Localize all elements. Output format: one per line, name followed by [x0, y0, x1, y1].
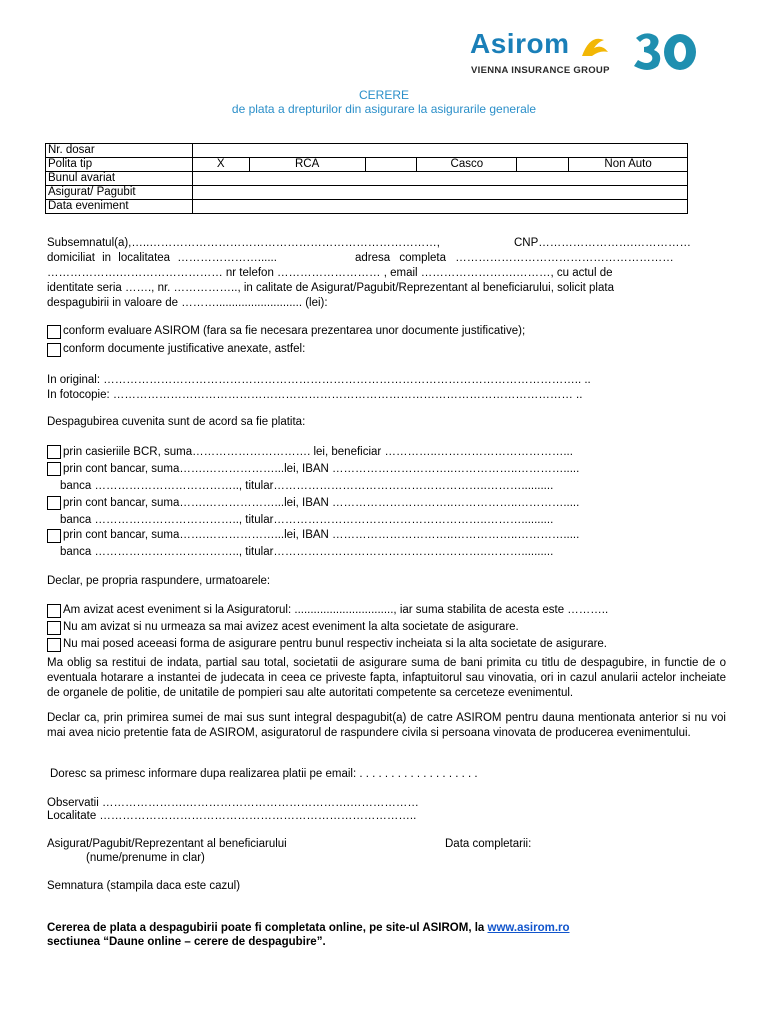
cont-bancar-2-label: prin cont bancar, suma…….………………...lei, IBAN …………………………..……………..………….....: [63, 497, 580, 509]
intro-cnp: CNP…………………….……………: [514, 237, 691, 249]
declaration-3-label: Nu mai posed aceeasi forma de asigurare pentru bunul respectiv incheiata si la alta societate de asigurare.: [63, 638, 608, 650]
bunul-avariat-field[interactable]: [192, 172, 687, 186]
table-row: [46, 186, 688, 200]
table-row: [46, 172, 688, 186]
documente-justificative-label: conform documente justificative anexate, astfel:: [63, 343, 306, 355]
polita-casco-box[interactable]: [365, 158, 417, 172]
cont-bancar-2-checkbox[interactable]: [47, 496, 61, 510]
obligation-paragraph: Ma oblig sa restitui de indata, partial sau total, societatii de asigurare suma de bani primita cu titlu de despagubire, in functie de o eventuala hotarare a instantei de judecata in ceea ce priveste fapta, infaptuitorul sau vinovatia, ori in cazul anularii actelor incheiate de organele de politie, de unitatile de pompieri sau alte autoritati competente sa cerceteze evenimentul.: [47, 657, 726, 699]
signatory-role: Asigurat/Pagubit/Reprezentant al beneficiarului: [47, 838, 287, 850]
polita-nonauto-label: Non Auto: [569, 158, 688, 172]
polita-nonauto-box[interactable]: [517, 158, 569, 172]
declaration-1-label: Am avizat acest eveniment si la Asiguratorul: ..............................., iar suma stabilita de acesta este ………..: [63, 604, 609, 616]
intro-valoare: despagubirii in valoare de ………........................... (lei):: [47, 297, 328, 309]
data-eveniment-field[interactable]: [192, 200, 687, 214]
declaration-3-checkbox[interactable]: [47, 638, 61, 652]
intro-localitate: domiciliat in localitatea …………………......: [47, 252, 277, 264]
nr-dosar-field[interactable]: [192, 144, 687, 158]
brand-swoosh-icon: [578, 30, 614, 64]
polita-tip-label: Polita tip: [46, 158, 193, 172]
declaration-1-checkbox[interactable]: [47, 604, 61, 618]
cont-bancar-1-checkbox[interactable]: [47, 462, 61, 476]
observatii-line: Observatii ………………….…………………………………….………………: [47, 797, 419, 809]
form-title: CERERE: [358, 88, 409, 102]
intro-adresa: adresa completa …………………………………………………: [355, 252, 674, 264]
footer-line-1: [47, 922, 570, 934]
table-row: [46, 144, 688, 158]
data-eveniment-label: Data eveniment: [46, 200, 193, 214]
signatory-name-hint: (nume/prenume in clar): [86, 852, 205, 864]
casierie-bcr-checkbox[interactable]: [47, 445, 61, 459]
table-row: [46, 158, 688, 172]
payment-heading: Despagubirea cuvenita sunt de acord sa fie platita:: [47, 416, 306, 428]
declaration-2-label: Nu am avizat si nu urmeaza sa mai avizez acest eveniment la alta societate de asigurare.: [63, 621, 519, 633]
banca-1-line: banca ……………………………….., titular………………………………………………..………..........: [60, 480, 554, 492]
asirom-website-link[interactable]: www.asirom.ro: [487, 922, 570, 934]
nr-dosar-label: Nr. dosar: [46, 144, 193, 158]
polita-casco-label: Casco: [417, 158, 517, 172]
intro-telefon-email: ……………….……………………… nr telefon ……………………… , email …………………….………, cu actul de: [47, 267, 613, 279]
footer-text-1: Cererea de plata a despagubirii poate fi completata online, pe site-ul ASIROM, la: [47, 922, 488, 934]
localitate-line: Localitate ………………………………………………………………………..: [47, 810, 417, 822]
polita-x-mark[interactable]: X: [192, 158, 249, 172]
brand-name: Asirom: [470, 28, 570, 59]
cont-bancar-1-label: prin cont bancar, suma…….………………...lei, IBAN …………………………..……………..………….....: [63, 463, 580, 475]
in-original-line: In original: …………………………………………………………………………………………………………….. ..: [47, 374, 591, 386]
cont-bancar-3-label: prin cont bancar, suma…….………………...lei, IBAN …………………………..……………..………….....: [63, 529, 580, 541]
brand-subtitle: VIENNA INSURANCE GROUP: [471, 65, 610, 76]
declaration-heading: Declar, pe propria raspundere, urmatoarele:: [47, 575, 271, 587]
asigurat-pagubit-field[interactable]: [192, 186, 687, 200]
info-table: [45, 143, 688, 214]
intro-identitate: identitate seria ……., nr. …………….., in calitate de Asigurat/Pagubit/Reprezentant al beneficiarului, solicit plata: [47, 282, 614, 294]
form-subtitle: de plata a drepturilor din asigurare la asigurarile generale: [231, 102, 537, 116]
date-completion-label: Data completarii:: [445, 838, 532, 850]
evaluare-asirom-label: conform evaluare ASIROM (fara sa fie necesara prezentarea unor documente justificative);: [63, 325, 526, 337]
casierie-bcr-label: prin casieriile BCR, suma…………………………. lei, beneficiar …………..……………………………...: [63, 446, 573, 458]
in-fotocopie-line: In fotocopie: ………………………………………………………………………………………………………… ..: [47, 389, 583, 401]
email-info-line: Doresc sa primesc informare dupa realizarea platii pe email: . . . . . . . . . . . . . . . . . . .: [50, 768, 478, 780]
bunul-avariat-label: Bunul avariat: [46, 172, 193, 186]
semnatura-label: Semnatura (stampila daca este cazul): [47, 880, 241, 892]
declaration-2-checkbox[interactable]: [47, 621, 61, 635]
asirom-logo: [470, 28, 700, 78]
discharge-paragraph: Declar ca, prin primirea sumei de mai sus sunt integral despagubit(a) de catre ASIROM pentru dauna mentionata anterior si nu voi mai avea nicio pretentie fata de ASIROM, asiguratorul de raspundere civila si persoana vinovata de producerea evenimentului.: [47, 712, 726, 739]
polita-rca-label: RCA: [249, 158, 365, 172]
table-row: [46, 200, 688, 214]
documente-justificative-checkbox[interactable]: [47, 343, 61, 357]
banca-3-line: banca ……………………………….., titular………………………………………………..………..........: [60, 546, 554, 558]
anniversary-30-icon: [630, 30, 700, 74]
intro-name: Subsemnatul(a),…..…………………………………………………………………,: [47, 237, 440, 249]
banca-2-line: banca ……………………………….., titular………………………………………………..………..........: [60, 514, 554, 526]
cont-bancar-3-checkbox[interactable]: [47, 529, 61, 543]
footer-line-2: sectiunea “Daune online – cerere de despagubire”.: [47, 936, 326, 948]
asigurat-pagubit-label: Asigurat/ Pagubit: [46, 186, 193, 200]
evaluare-asirom-checkbox[interactable]: [47, 325, 61, 339]
